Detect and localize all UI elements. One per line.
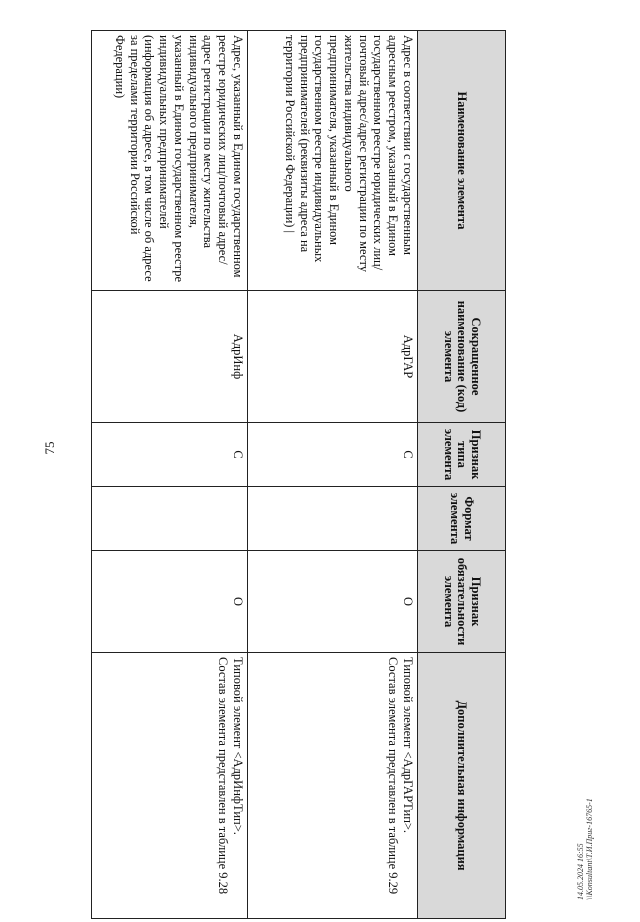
row-2-type: С (92, 423, 248, 487)
elements-table (91, 30, 506, 919)
row-1-format (248, 487, 418, 551)
table-header-row (418, 31, 506, 919)
header-element-type: Признак типа элемента (418, 423, 506, 487)
rotated-table-container (92, 30, 506, 918)
page-number: 75 (42, 441, 57, 455)
row-1-name: Адрес в соответствии с государственным адресным реестром, указанный в Едином государственном реестре юридических лиц/почтовый адрес/адрес регистрации по месту жительства индивидуального предпринимателя, указанный в Едином государственном реестре индивидуальных предпринимателей (реквизиты адреса на территории Российской Федерации) | (248, 31, 418, 291)
header-element-format: Формат элемента (418, 487, 506, 551)
table-row (92, 31, 248, 919)
row-2-code: АдрИнф (92, 291, 248, 423)
footer-timestamp: 14.05.2024 16:55 (576, 843, 585, 900)
row-1-type: С (248, 423, 418, 487)
header-element-code: Сокращенное наименование (код) элемента (418, 291, 506, 423)
footer-stamp (576, 790, 592, 900)
row-2-info-line2: Состав элемента представлен в таблице 9.28 (216, 657, 231, 895)
footer-path: \\Konsultant\Т.И.Приг-16765-1 (585, 798, 594, 900)
row-2-info-line1: Типовой элемент <АдрИнфТип>. (231, 657, 245, 835)
row-1-info-line1: Типовой элемент <АдрГАРТип>. (401, 657, 415, 834)
row-2-name: Адрес, указанный в Едином государственном реестре юридических лиц/почтовый адрес/адрес регистрации по месту жительства индивидуального предпринимателя, указанный в Едином государственном реестре индивидуальных предпринимателей (информация об адресе, в том числе об адресе за пределами территории Российской Федерации) (92, 31, 248, 291)
table-row (248, 31, 418, 919)
header-element-required: Признак обязательности элемента (418, 551, 506, 653)
row-2-format (92, 487, 248, 551)
row-2-required: О (92, 551, 248, 653)
row-1-code: АдрГАР (248, 291, 418, 423)
row-2-info (92, 653, 248, 919)
header-additional-info: Дополнительная информация (418, 653, 506, 919)
row-1-required: О (248, 551, 418, 653)
header-element-name: Наименование элемента (418, 31, 506, 291)
row-1-info-line2: Состав элемента представлен в таблице 9.29 (386, 657, 401, 895)
row-1-info (248, 653, 418, 919)
